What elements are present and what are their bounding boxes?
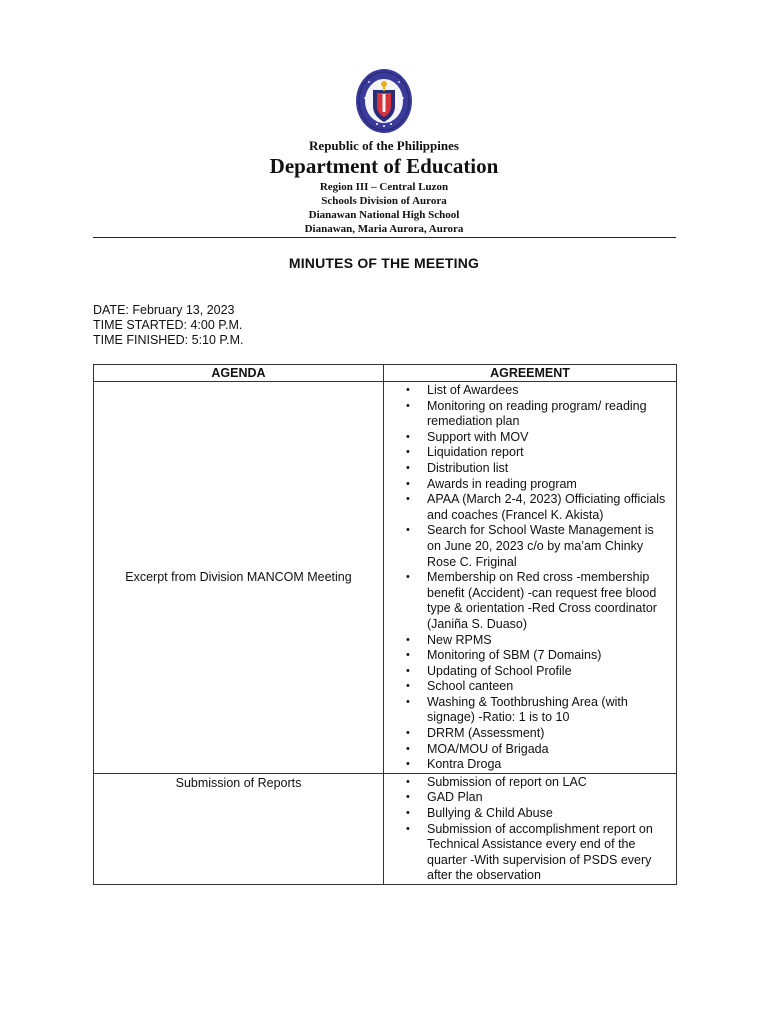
table-row bbox=[94, 773, 677, 884]
list-item: • Submission of report on LAC bbox=[384, 775, 676, 791]
table-row bbox=[94, 382, 677, 774]
list-item: • Washing & Toothbrushing Area (with signage) -Ratio: 1 is to 10 bbox=[384, 695, 676, 726]
list-item: • Liquidation report bbox=[384, 445, 676, 461]
meeting-date: DATE: February 13, 2023 bbox=[93, 303, 235, 317]
list-item: • Membership on Red cross -membership benefit (Accident) -can request free blood type & orientation -Red Cross coordinator (Janiña S. Duaso) bbox=[384, 570, 676, 632]
agreement-list bbox=[384, 382, 676, 773]
school-address-block bbox=[0, 180, 768, 236]
minutes-table bbox=[93, 364, 677, 885]
list-item: • Monitoring on reading program/ reading remediation plan bbox=[384, 399, 676, 430]
school-address-line: Dianawan, Maria Aurora, Aurora bbox=[304, 223, 464, 235]
division-line: Schools Division of Aurora bbox=[321, 195, 447, 207]
list-item: • New RPMS bbox=[384, 633, 676, 649]
list-item: • Updating of School Profile bbox=[384, 664, 676, 680]
list-item: • Submission of accomplishment report on Technical Assistance every end of the quarter -With supervision of PSDS every after the observation bbox=[384, 822, 676, 884]
header-divider bbox=[93, 237, 676, 238]
list-item: • Search for School Waste Management is on June 20, 2023 c/o by ma’am Chinky Rose C. Friginal bbox=[384, 523, 676, 570]
list-item: • GAD Plan bbox=[384, 790, 676, 806]
list-item: • APAA (March 2-4, 2023) Officiating officials and coaches (Francel K. Akista) bbox=[384, 492, 676, 523]
agreement-cell bbox=[384, 382, 677, 774]
region-line: Region III – Central Luzon bbox=[319, 181, 449, 193]
agreement-cell bbox=[384, 773, 677, 884]
list-item: • Bullying & Child Abuse bbox=[384, 806, 676, 822]
meeting-time-started: TIME STARTED: 4:00 P.M. bbox=[93, 318, 243, 332]
agreement-list bbox=[384, 774, 676, 884]
school-name-line: Dianawan National High School bbox=[308, 209, 460, 221]
document-title: MINUTES OF THE MEETING bbox=[288, 255, 480, 271]
list-item: • Support with MOV bbox=[384, 430, 676, 446]
list-item: • List of Awardees bbox=[384, 383, 676, 399]
agreement-column-header: AGREEMENT bbox=[384, 365, 677, 382]
list-item: • Monitoring of SBM (7 Domains) bbox=[384, 648, 676, 664]
meeting-time-finished: TIME FINISHED: 5:10 P.M. bbox=[93, 333, 244, 347]
agenda-cell: Submission of Reports bbox=[94, 773, 384, 884]
deped-seal-logo bbox=[355, 68, 413, 134]
list-item: • Distribution list bbox=[384, 461, 676, 477]
agenda-cell: Excerpt from Division MANCOM Meeting bbox=[94, 382, 384, 774]
list-item: • DRRM (Assessment) bbox=[384, 726, 676, 742]
agenda-column-header: AGENDA bbox=[94, 365, 384, 382]
table-header-row bbox=[94, 365, 677, 382]
meeting-meta bbox=[93, 303, 244, 348]
list-item: • Kontra Droga bbox=[384, 757, 676, 773]
republic-heading: Republic of the Philippines bbox=[309, 138, 459, 153]
department-heading: Department of Education bbox=[269, 154, 499, 178]
list-item: • MOA/MOU of Brigada bbox=[384, 742, 676, 758]
list-item: • Awards in reading program bbox=[384, 477, 676, 493]
list-item: • School canteen bbox=[384, 679, 676, 695]
